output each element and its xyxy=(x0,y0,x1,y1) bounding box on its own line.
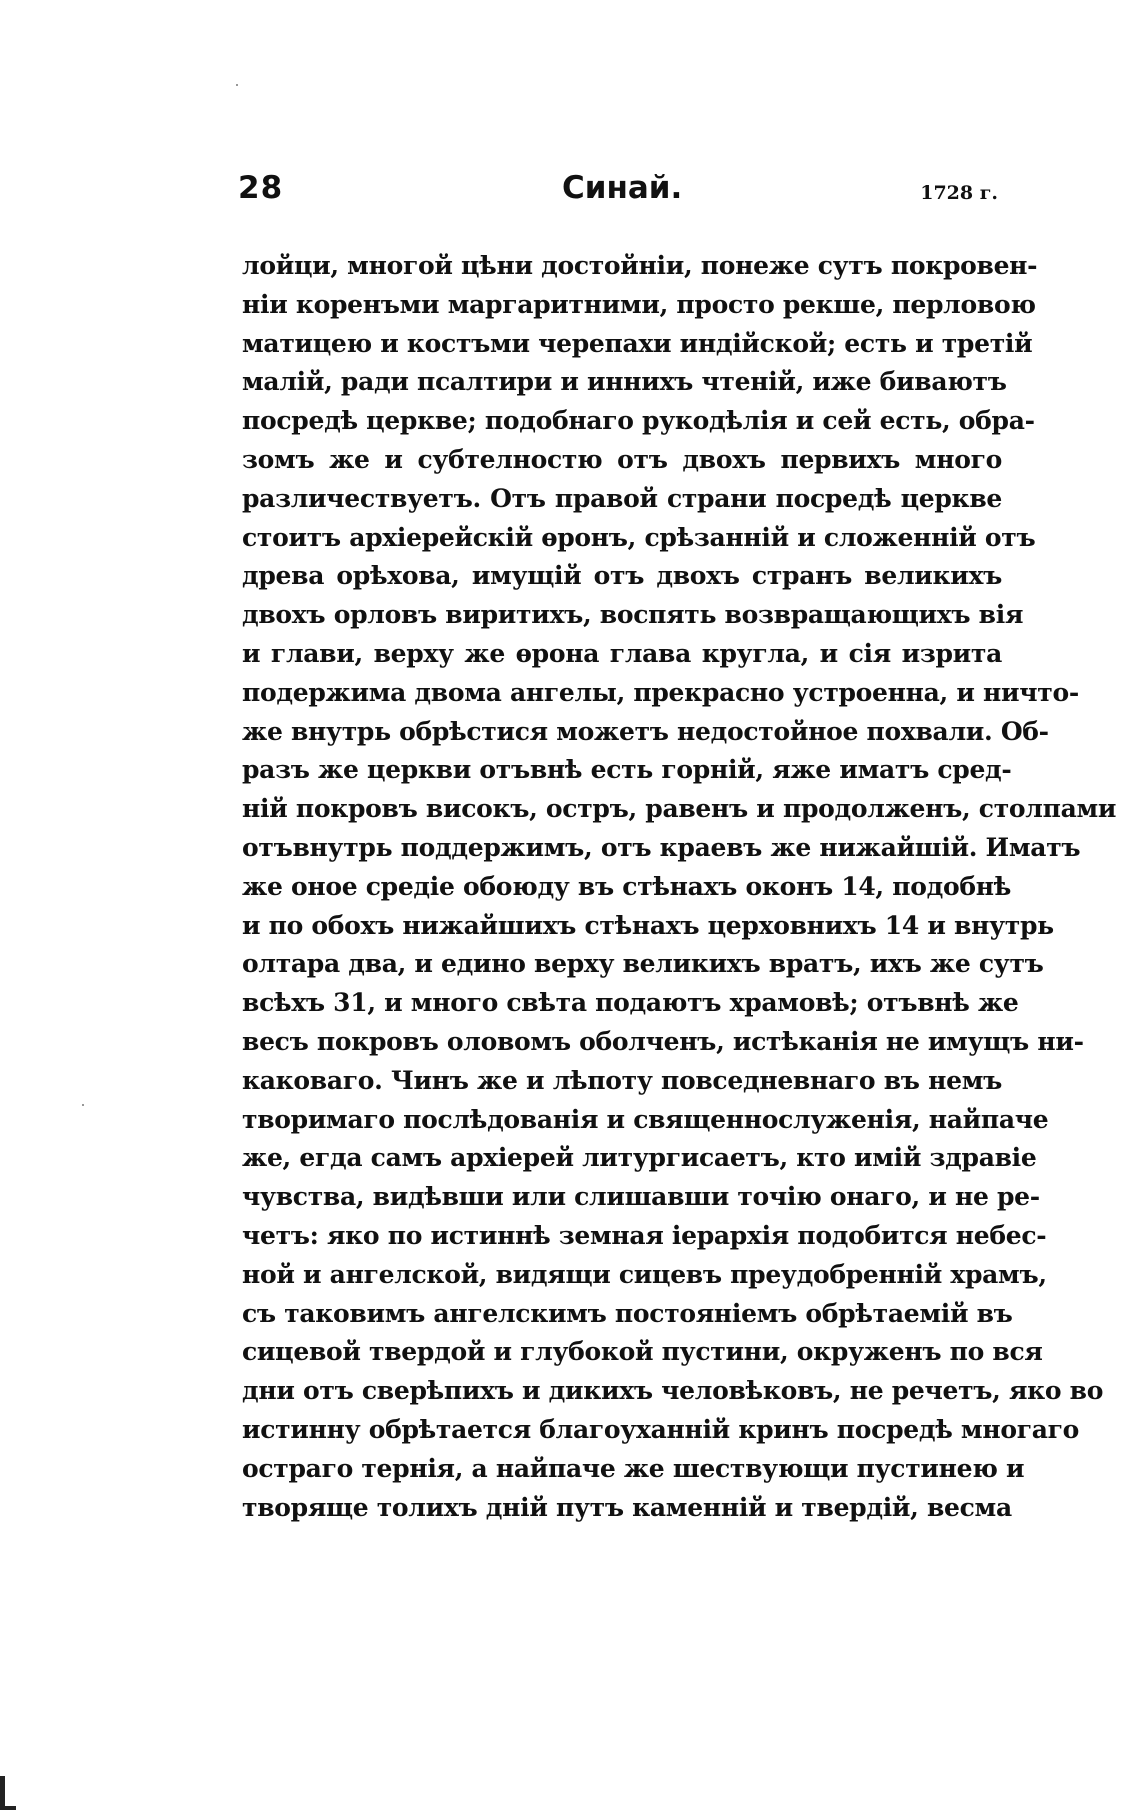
text-line: весъ покровъ оловомъ оболченъ, истѣканія не имущъ ни- xyxy=(242,1026,1084,1056)
text-line: творяще толихъ дній путъ каменній и твердій, весма xyxy=(242,1492,1012,1522)
text-line: же внутрь обрѣстися можетъ недостойное похвали. Об- xyxy=(242,716,1049,746)
text-line: дни отъ сверѣпихъ и дикихъ человѣковъ, не речетъ, яко во xyxy=(242,1376,1104,1406)
text-line: отъвнутрь поддержимъ, отъ краевъ же нижайшій. Иматъ xyxy=(242,832,1081,862)
page-header xyxy=(238,168,998,218)
text-line: малій, ради псалтири и инниxъ чтеній, иже биваютъ xyxy=(242,367,1007,397)
text-line: каковаго. Чинъ же и лѣпоту повседневнаго въ немъ xyxy=(242,1065,1002,1095)
text-line: остраго тернія, а найпаче же шествующи пустинею и xyxy=(242,1453,1025,1483)
text-line: двохъ орловъ виритихъ, воспять возвращающихъ вія xyxy=(242,600,1024,630)
text-line: всѣхъ 31, и много свѣта подаютъ храмовѣ; отъвнѣ же xyxy=(242,988,1019,1018)
header-year: 1728 г. xyxy=(920,182,998,204)
text-line: истинну обрѣтается благоуханній кринъ посредѣ многаго xyxy=(242,1414,1080,1444)
text-line: съ таковимъ ангелскимъ постояніемъ обрѣтаемій въ xyxy=(242,1298,1013,1328)
text-line: четъ: яко по истиннѣ земная іерархія подобится небес- xyxy=(242,1220,1047,1250)
scan-speck xyxy=(82,1104,84,1106)
scan-corner-mark xyxy=(0,1806,16,1810)
text-line: посредѣ церкве; подобнаго рукодѣлія и сей есть, обра- xyxy=(242,406,1035,436)
body-text xyxy=(242,247,1117,1527)
text-line: древа орѣхова, имущій отъ двохъ странъ великихъ xyxy=(242,561,1002,591)
text-line: творимаго послѣдованія и священнослуженія, найпаче xyxy=(242,1104,1049,1134)
text-line: и глави, верху же ѳрона глава кругла, и сія изрита xyxy=(242,638,1002,668)
text-line: чувства, видѣвши или слишавши точію онаго, и не ре- xyxy=(242,1182,1040,1212)
text-line: и по обохъ нижайшихъ стѣнахъ церховнихъ 14 и внутрь xyxy=(242,910,1054,940)
scan-speck xyxy=(236,84,238,86)
text-line: сицевой твердой и глубокой пустини, окруженъ по вся xyxy=(242,1337,1043,1367)
text-line: же, егда самъ архіерей литургисаетъ, кто имій здравіе xyxy=(242,1143,1037,1173)
text-line: матицею и костъми черепахи индійской; есть и третій xyxy=(242,328,1033,358)
text-line: различествуетъ. Отъ правой страни посредѣ церкве xyxy=(242,483,1002,513)
text-line: олтара два, и едино верху великихъ вратъ, ихъ же сутъ xyxy=(242,949,1044,979)
text-line: стоитъ архіерейскій ѳронъ, срѣзанній и сложенній отъ xyxy=(242,522,1036,552)
text-line: зомъ же и субтелностю отъ двохъ первихъ много xyxy=(242,444,1002,474)
page-number: 28 xyxy=(238,170,284,206)
text-line: подержима двома ангелы, прекрасно устроенна, и ничто- xyxy=(242,677,1079,707)
text-line: разъ же церкви отъвнѣ есть горній, яже иматъ сред- xyxy=(242,755,1012,785)
text-line: ніи коренъми маргаритними, просто рекше, перловою xyxy=(242,289,1036,319)
text-line: ной и ангелской, видящи сицевъ преудобренній храмъ, xyxy=(242,1259,1047,1289)
text-line: ній покровъ високъ, остръ, равенъ и продолженъ, столпами xyxy=(242,794,1117,824)
text-line: лойци, многой цѣни достойніи, понеже сутъ покровен- xyxy=(242,251,1038,280)
scan-corner-mark xyxy=(0,1776,5,1810)
running-title: Синай. xyxy=(562,170,683,206)
text-line: же оное средіе обоюду въ стѣнахъ оконъ 14, подобнѣ xyxy=(242,871,1011,901)
